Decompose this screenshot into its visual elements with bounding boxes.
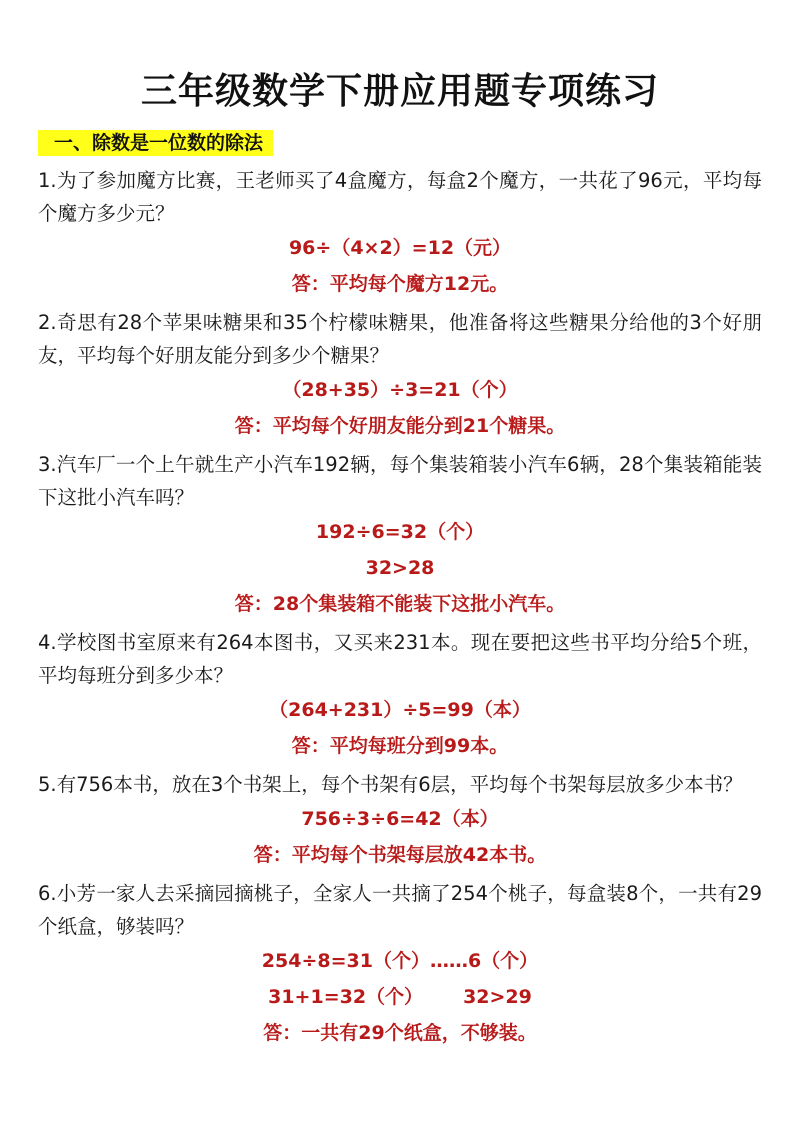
problem-question: 2.奇思有28个苹果味糖果和35个柠檬味糖果，他准备将这些糖果分给他的3个好朋友，平均每个好朋友能分到多少个糖果？ [38,311,762,367]
problem-calc-sum: 31+1=32（个） [268,986,424,1008]
problem-3 [38,448,762,622]
problem-comparison: 32>28 [365,557,435,579]
page-title: 三年级数学下册应用题专项练习 [140,71,659,112]
problem-question: 6.小芳一家人去采摘园摘桃子，全家人一共摘了254个桃子，每盒装8个，一共有29个纸盒，够装吗？ [38,882,762,938]
problem-question: 5.有756本书，放在3个书架上，每个书架有6层，平均每个书架每层放多少本书？ [38,773,743,796]
problem-calc-pair [38,979,762,1015]
problem-answer: 答：一共有29个纸盒，不够装。 [263,1022,537,1044]
problem-calc: 192÷6=32（个） [315,521,485,543]
problem-6 [38,877,762,1051]
problem-calc: 96÷（4×2）=12（元） [288,237,512,259]
problem-answer: 答：平均每个书架每层放42本书。 [253,844,547,866]
problem-5 [38,768,762,873]
problem-answer: 答：平均每个好朋友能分到21个糖果。 [234,415,566,437]
problem-4 [38,626,762,764]
problem-calc: （264+231）÷5=99（本） [269,699,531,721]
problem-answer: 答：平均每班分到99本。 [291,735,509,757]
problem-calc: 756÷3÷6=42（本） [301,808,499,830]
section-header-row [38,130,762,160]
problem-comparison: 32>29 [463,986,532,1008]
problem-question: 1.为了参加魔方比赛，王老师买了4盒魔方，每盒2个魔方，一共花了96元，平均每个魔方多少元？ [38,169,762,225]
problem-answer: 答：平均每个魔方12元。 [291,273,509,295]
problem-1 [38,164,762,302]
problem-question: 4.学校图书室原来有264本图书，又买来231本。现在要把这些书平均分给5个班，平均每班分到多少本？ [38,631,762,687]
problem-question: 3.汽车厂一个上午就生产小汽车192辆，每个集装箱装小汽车6辆，28个集装箱能装下这批小汽车吗？ [38,453,762,509]
problem-2 [38,306,762,444]
problem-calc: （28+35）÷3=21（个） [282,379,518,401]
problem-answer: 答：28个集装箱不能装下这批小汽车。 [234,593,566,615]
section-header: 一、除数是一位数的除法 [38,130,273,156]
problem-calc: 254÷8=31（个）……6（个） [261,950,539,972]
